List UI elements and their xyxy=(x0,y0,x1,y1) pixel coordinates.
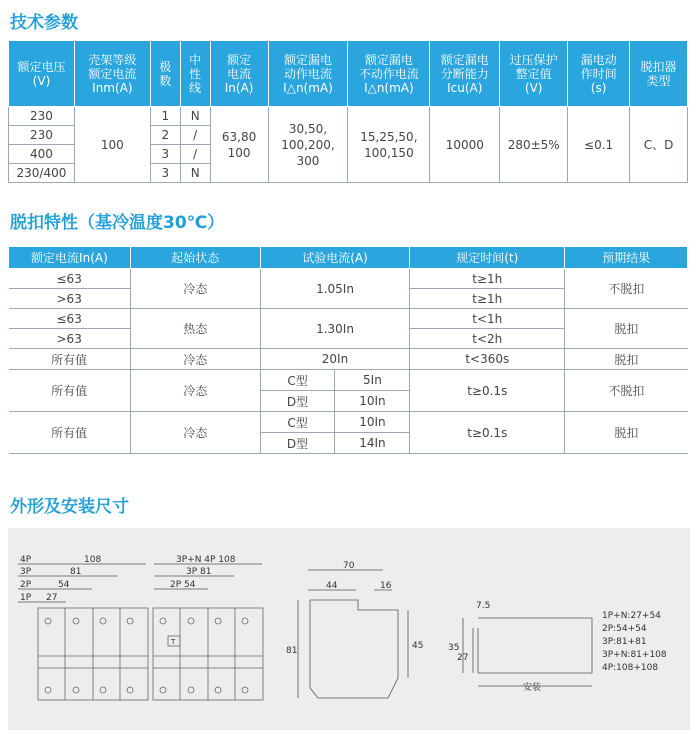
dim-16: 16 xyxy=(380,581,392,591)
state-cell: 冷态 xyxy=(130,349,260,370)
rated-current-cell: 所有值 xyxy=(9,370,131,412)
poles-cell: 1 xyxy=(150,107,180,126)
state-cell: 冷态 xyxy=(130,412,260,454)
neutral-cell: N xyxy=(180,164,210,183)
trip-characteristics-table xyxy=(8,246,688,454)
type-cell: D型 xyxy=(260,433,335,454)
state-cell: 热态 xyxy=(130,309,260,349)
voltage-cell: 230/400 xyxy=(9,164,75,183)
header-specified-time: 规定时间(t) xyxy=(410,247,565,269)
test-current-cell: 20In xyxy=(260,349,410,370)
test-button-mark: T xyxy=(171,638,176,646)
time-cell: t≥1h xyxy=(410,269,565,289)
header-frame-current: 壳架等级 额定电流 Inm(A) xyxy=(74,41,150,107)
time-cell: t≥0.1s xyxy=(410,370,565,412)
dim-3p: 3P 81 xyxy=(186,567,212,577)
header-expected-result: 预期结果 xyxy=(565,247,688,269)
rated-current-cell: 所有值 xyxy=(9,349,131,370)
rated-current-cell: 63,80 100 xyxy=(210,107,268,183)
neutral-cell: / xyxy=(180,126,210,145)
dim-35: 35 xyxy=(448,643,460,653)
rated-current-cell: 所有值 xyxy=(9,412,131,454)
dim-70: 70 xyxy=(343,561,355,571)
section-title-trip-characteristics: 脱扣特性（基冷温度30℃） xyxy=(10,213,225,233)
mount-line-1: 1P+N:27+54 xyxy=(602,611,661,621)
breaking-cell: 10000 xyxy=(430,107,500,183)
header-trip-current: 额定漏电 动作电流 I△n(mA) xyxy=(268,41,348,107)
dim-rail-27: 27 xyxy=(457,653,469,663)
dim-45: 45 xyxy=(412,641,424,651)
type-cell: C型 xyxy=(260,412,335,433)
overvoltage-cell: 280±5% xyxy=(500,107,568,183)
poles-cell: 2 xyxy=(150,126,180,145)
trip-time-cell: ≤0.1 xyxy=(568,107,630,183)
result-cell: 不脱扣 xyxy=(565,269,688,309)
label-1p: 1P xyxy=(20,593,32,603)
state-cell: 冷态 xyxy=(130,269,260,309)
test-current-cell: 1.05In xyxy=(260,269,410,309)
label-2p: 2P xyxy=(20,580,32,590)
section-title-tech-params: 技术参数 xyxy=(10,13,78,33)
header-breaking: 额定漏电 分断能力 Icu(A) xyxy=(430,41,500,107)
dimension-drawing xyxy=(8,528,690,730)
mount-label: 安装 xyxy=(523,683,542,693)
dim-side-81: 81 xyxy=(286,646,298,656)
trip-current-cell: 30,50, 100,200, 300 xyxy=(268,107,348,183)
test-current-cell: 1.30In xyxy=(260,309,410,349)
type-current-cell: 14In xyxy=(335,433,410,454)
side-view xyxy=(286,561,423,698)
type-cell: C型 xyxy=(260,370,335,391)
dim-108: 108 xyxy=(84,555,102,565)
mount-line-4: 3P+N:81+108 xyxy=(602,650,667,660)
label-4p: 4P xyxy=(20,555,32,565)
no-trip-current-cell: 15,25,50, 100,150 xyxy=(348,107,430,183)
rated-current-cell: ≤63 xyxy=(9,309,131,329)
type-cell: D型 xyxy=(260,391,335,412)
voltage-cell: 230 xyxy=(9,126,75,145)
type-current-cell: 5In xyxy=(335,370,410,391)
header-rated-current-in: 额定电流In(A) xyxy=(9,247,131,269)
voltage-cell: 400 xyxy=(9,145,75,164)
rated-current-cell: ≤63 xyxy=(9,269,131,289)
header-start-state: 起始状态 xyxy=(130,247,260,269)
dim-7-5: 7.5 xyxy=(476,601,491,611)
header-voltage: 额定电压 (V) xyxy=(9,41,75,107)
header-trip-time: 漏电动 作时间 (s) xyxy=(568,41,630,107)
mount-line-3: 3P:81+81 xyxy=(602,637,647,647)
time-cell: t≥0.1s xyxy=(410,412,565,454)
result-cell: 脱扣 xyxy=(565,412,688,454)
dim-44: 44 xyxy=(326,581,338,591)
voltage-cell: 230 xyxy=(9,107,75,126)
trip-type-cell: C、D xyxy=(630,107,688,183)
dim-3pn-4p: 3P+N 4P 108 xyxy=(176,555,236,565)
dim-27: 27 xyxy=(46,593,58,603)
header-overvoltage: 过压保护 整定值 (V) xyxy=(500,41,568,107)
poles-cell: 3 xyxy=(150,164,180,183)
front-view xyxy=(18,555,263,700)
poles-cell: 3 xyxy=(150,145,180,164)
mount-line-5: 4P:108+108 xyxy=(602,663,659,673)
dim-81: 81 xyxy=(70,567,82,577)
section-title-dimensions: 外形及安装尺寸 xyxy=(10,497,129,517)
header-neutral: 中 性 线 xyxy=(180,41,210,107)
dim-2p: 2P 54 xyxy=(170,580,196,590)
type-current-cell: 10In xyxy=(335,391,410,412)
result-cell: 脱扣 xyxy=(565,309,688,349)
type-current-cell: 10In xyxy=(335,412,410,433)
rail-view xyxy=(448,601,667,693)
header-no-trip-current: 额定漏电 不动作电流 I△n(mA) xyxy=(348,41,430,107)
result-cell: 不脱扣 xyxy=(565,370,688,412)
header-test-current: 试验电流(A) xyxy=(260,247,410,269)
frame-current-cell: 100 xyxy=(74,107,150,183)
header-trip-type: 脱扣器 类型 xyxy=(630,41,688,107)
tech-params-table xyxy=(8,40,688,183)
time-cell: t≥1h xyxy=(410,289,565,309)
state-cell: 冷态 xyxy=(130,370,260,412)
mount-line-2: 2P:54+54 xyxy=(602,624,647,634)
rated-current-cell: >63 xyxy=(9,329,131,349)
rated-current-cell: >63 xyxy=(9,289,131,309)
dim-54: 54 xyxy=(58,580,70,590)
time-cell: t<1h xyxy=(410,309,565,329)
header-rated-current: 额定 电流 In(A) xyxy=(210,41,268,107)
neutral-cell: / xyxy=(180,145,210,164)
label-3p: 3P xyxy=(20,567,32,577)
dimension-drawing-panel xyxy=(8,528,690,730)
result-cell: 脱扣 xyxy=(565,349,688,370)
neutral-cell: N xyxy=(180,107,210,126)
header-poles: 极 数 xyxy=(150,41,180,107)
time-cell: t<2h xyxy=(410,329,565,349)
time-cell: t<360s xyxy=(410,349,565,370)
